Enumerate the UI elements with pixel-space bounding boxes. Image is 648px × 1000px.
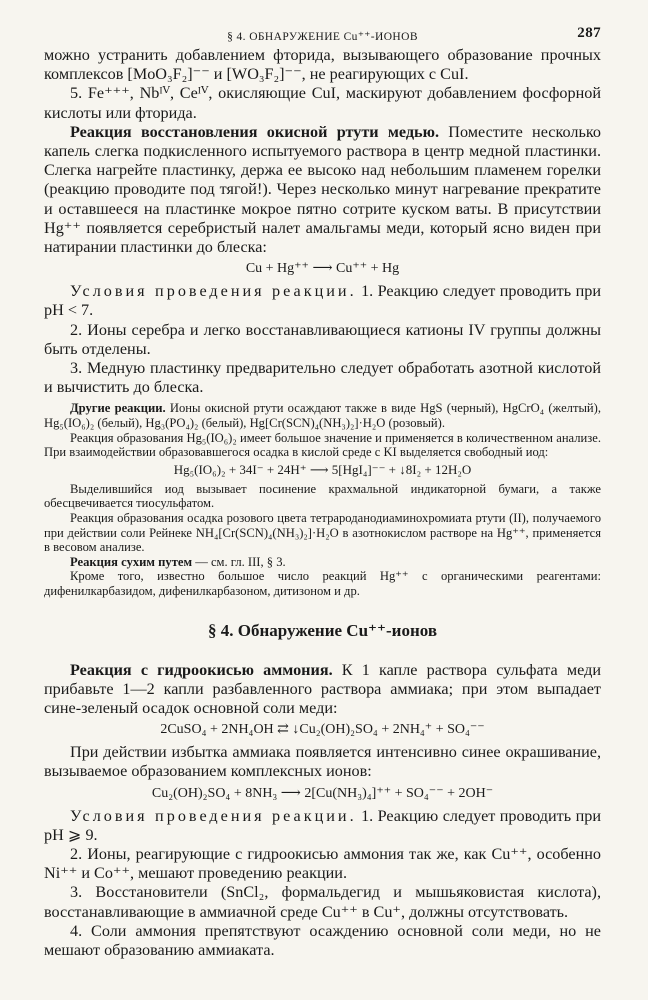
dry-method-text: — см. гл. III, § 3. [192, 554, 286, 569]
equation-ammine-complex: Cu₂(OH)₂SO₄ + 8NH₃ ⟶ 2[Cu(NH₃)₄]⁺⁺ + SO₄⁻⁻ + 2OH⁻ [151, 785, 494, 801]
cu-conditions-label: Условия проведения реакции. [70, 806, 357, 825]
equation-basic-salt: 2CuSO₄ + 2NH₄OH ⇄ ↓Cu₂(OH)₂SO₄ + 2NH₄⁺ + SO₄⁻⁻ [160, 722, 485, 738]
cu-condition-4: 4. Соли аммония препятствуют осаждению основной соли меди, но не мешают образованию аммиаката. [44, 921, 601, 960]
periodate-paragraph: Реакция образования Hg₅(IO₆)₂ имеет большое значение и применяется в количественном анализе. При взаимодействии образовавшегося осадка в кислой среде с KI выделяется свободный иод: [44, 430, 601, 460]
other-reactions-paragraph [44, 401, 601, 430]
dry-method-label: Реакция сухим путем [70, 554, 193, 569]
other-reactions-text: Ионы окисной ртути осаждают также в виде HgS (черный), HgCrO₄ (желтый), Hg₅(IO₆)₂ (белый), Hg₃(PO₄)₂ (белый), Hg[Cr(SCN)₄(NH₃)₂]·H₂O (розовый). [44, 401, 601, 431]
conditions-text: 1. Реакцию следует проводить при pH < 7. [44, 282, 601, 320]
cu-conditions-text: 1. Реакцию следует проводить при pH ⩾ 9. [44, 806, 601, 844]
section-heading: § 4. Обнаружение Cu⁺⁺-ионов [208, 620, 437, 640]
paragraph-item-5: 5. Fe⁺⁺⁺, Nbᴵⱽ, Ceᴵⱽ, окисляющие CuI, маскируют добавлением фосфорной кислоты или фторида. [44, 84, 601, 122]
reaction-text: Поместите несколько капель слегка подкисленного испытуемого раствора в центр медной пластинки. Слегка нагрейте пластинку, держа ее высоко над небольшим пламенем горелки (реакцию проводите под тягой!). Через несколько минут нагревание прекратите и оставшееся на пластинке мокрое пятно сотрите куском ваты. В присутствии Hg⁺⁺ появляется серебристый налет амальгамы меди, который ясно виден при натирании пластинки до блеска: [44, 122, 601, 257]
conditions-label: Условия проведения реакции. [70, 282, 357, 301]
condition-3: 3. Медную пластинку предварительно следует обработать азотной кислотой и вычистить до блеска. [44, 359, 601, 397]
other-reactions-heading: Другие реакции. [70, 401, 166, 416]
running-header [44, 20, 601, 46]
running-title: § 4. ОБНАРУЖЕНИЕ Cu⁺⁺-ИОНОВ [227, 31, 418, 43]
paragraph-continuation: можно устранить добавлением фторида, вызывающего образование прочных комплексов [MoO₃F₂]⁻⁻ и [WO₃F₂]⁻⁻, не реагирующих с CuI. [44, 46, 601, 84]
cu-conditions-paragraph [44, 807, 601, 845]
reaction-heading: Реакция восстановления окисной ртути медью. [70, 122, 440, 141]
equation-periodate: Hg₅(IO₆)₂ + 34I⁻ + 24H⁺ ⟶ 5[HgI₄]⁻⁻ + ↓8I₂ + 12H₂O [173, 461, 472, 477]
page-number: 287 [577, 25, 601, 41]
organic-reagents-paragraph: Кроме того, известно большое число реакций Hg⁺⁺ с органическими реагентами: дифенилкарбазидом, дифенилкарбазоном, дитизоном и др. [44, 569, 601, 598]
cu-condition-2: 2. Ионы, реагирующие с гидроокисью аммония так же, как Cu⁺⁺, особенно Ni⁺⁺ и Co⁺⁺, мешают проведению реакции. [44, 845, 601, 883]
cu-condition-3: 3. Восстановители (SnCl₂, формальдегид и мышьяковистая кислота), восстанавливающие в аммиачной среде Cu⁺⁺ в Cu⁺, должны отсутствовать. [44, 883, 601, 921]
conditions-paragraph [44, 282, 601, 320]
paragraph-mercury-reduction [44, 123, 601, 257]
excess-ammonia-paragraph: При действии избытка аммиака появляется интенсивно синее окрашивание, вызываемое образованием комплексных ионов: [44, 743, 601, 781]
iodine-paragraph: Выделившийся иод вызывает посинение крахмальной индикаторной бумаги, а также обесцвечивается тиосульфатом. [44, 481, 601, 511]
ammonia-paragraph [44, 661, 601, 719]
ammonia-heading: Реакция с гидроокисью аммония. [70, 660, 333, 679]
reinecke-paragraph: Реакция образования осадка розового цвета тетрароданодиаминохромиата ртути (II), получаемого при действии соли Рейнеке NH₄[Cr(SCN)₄(NH₃)₂]·H₂O в азотнокислом растворе на Hg⁺⁺, применяется в весовом анализе. [44, 511, 601, 555]
dry-method-paragraph [44, 555, 601, 570]
ammonia-text: К 1 капле раствора сульфата меди прибавьте 1—2 капли разбавленного раствора аммиака; при этом выпадает сине-зеленый осадок основной соли меди: [44, 660, 601, 717]
condition-2: 2. Ионы серебра и легко восстанавливающиеся катионы IV группы должны быть отделены. [44, 320, 601, 358]
equation-cu-hg: Cu + Hg⁺⁺ ⟶ Cu⁺⁺ + Hg [245, 261, 400, 277]
